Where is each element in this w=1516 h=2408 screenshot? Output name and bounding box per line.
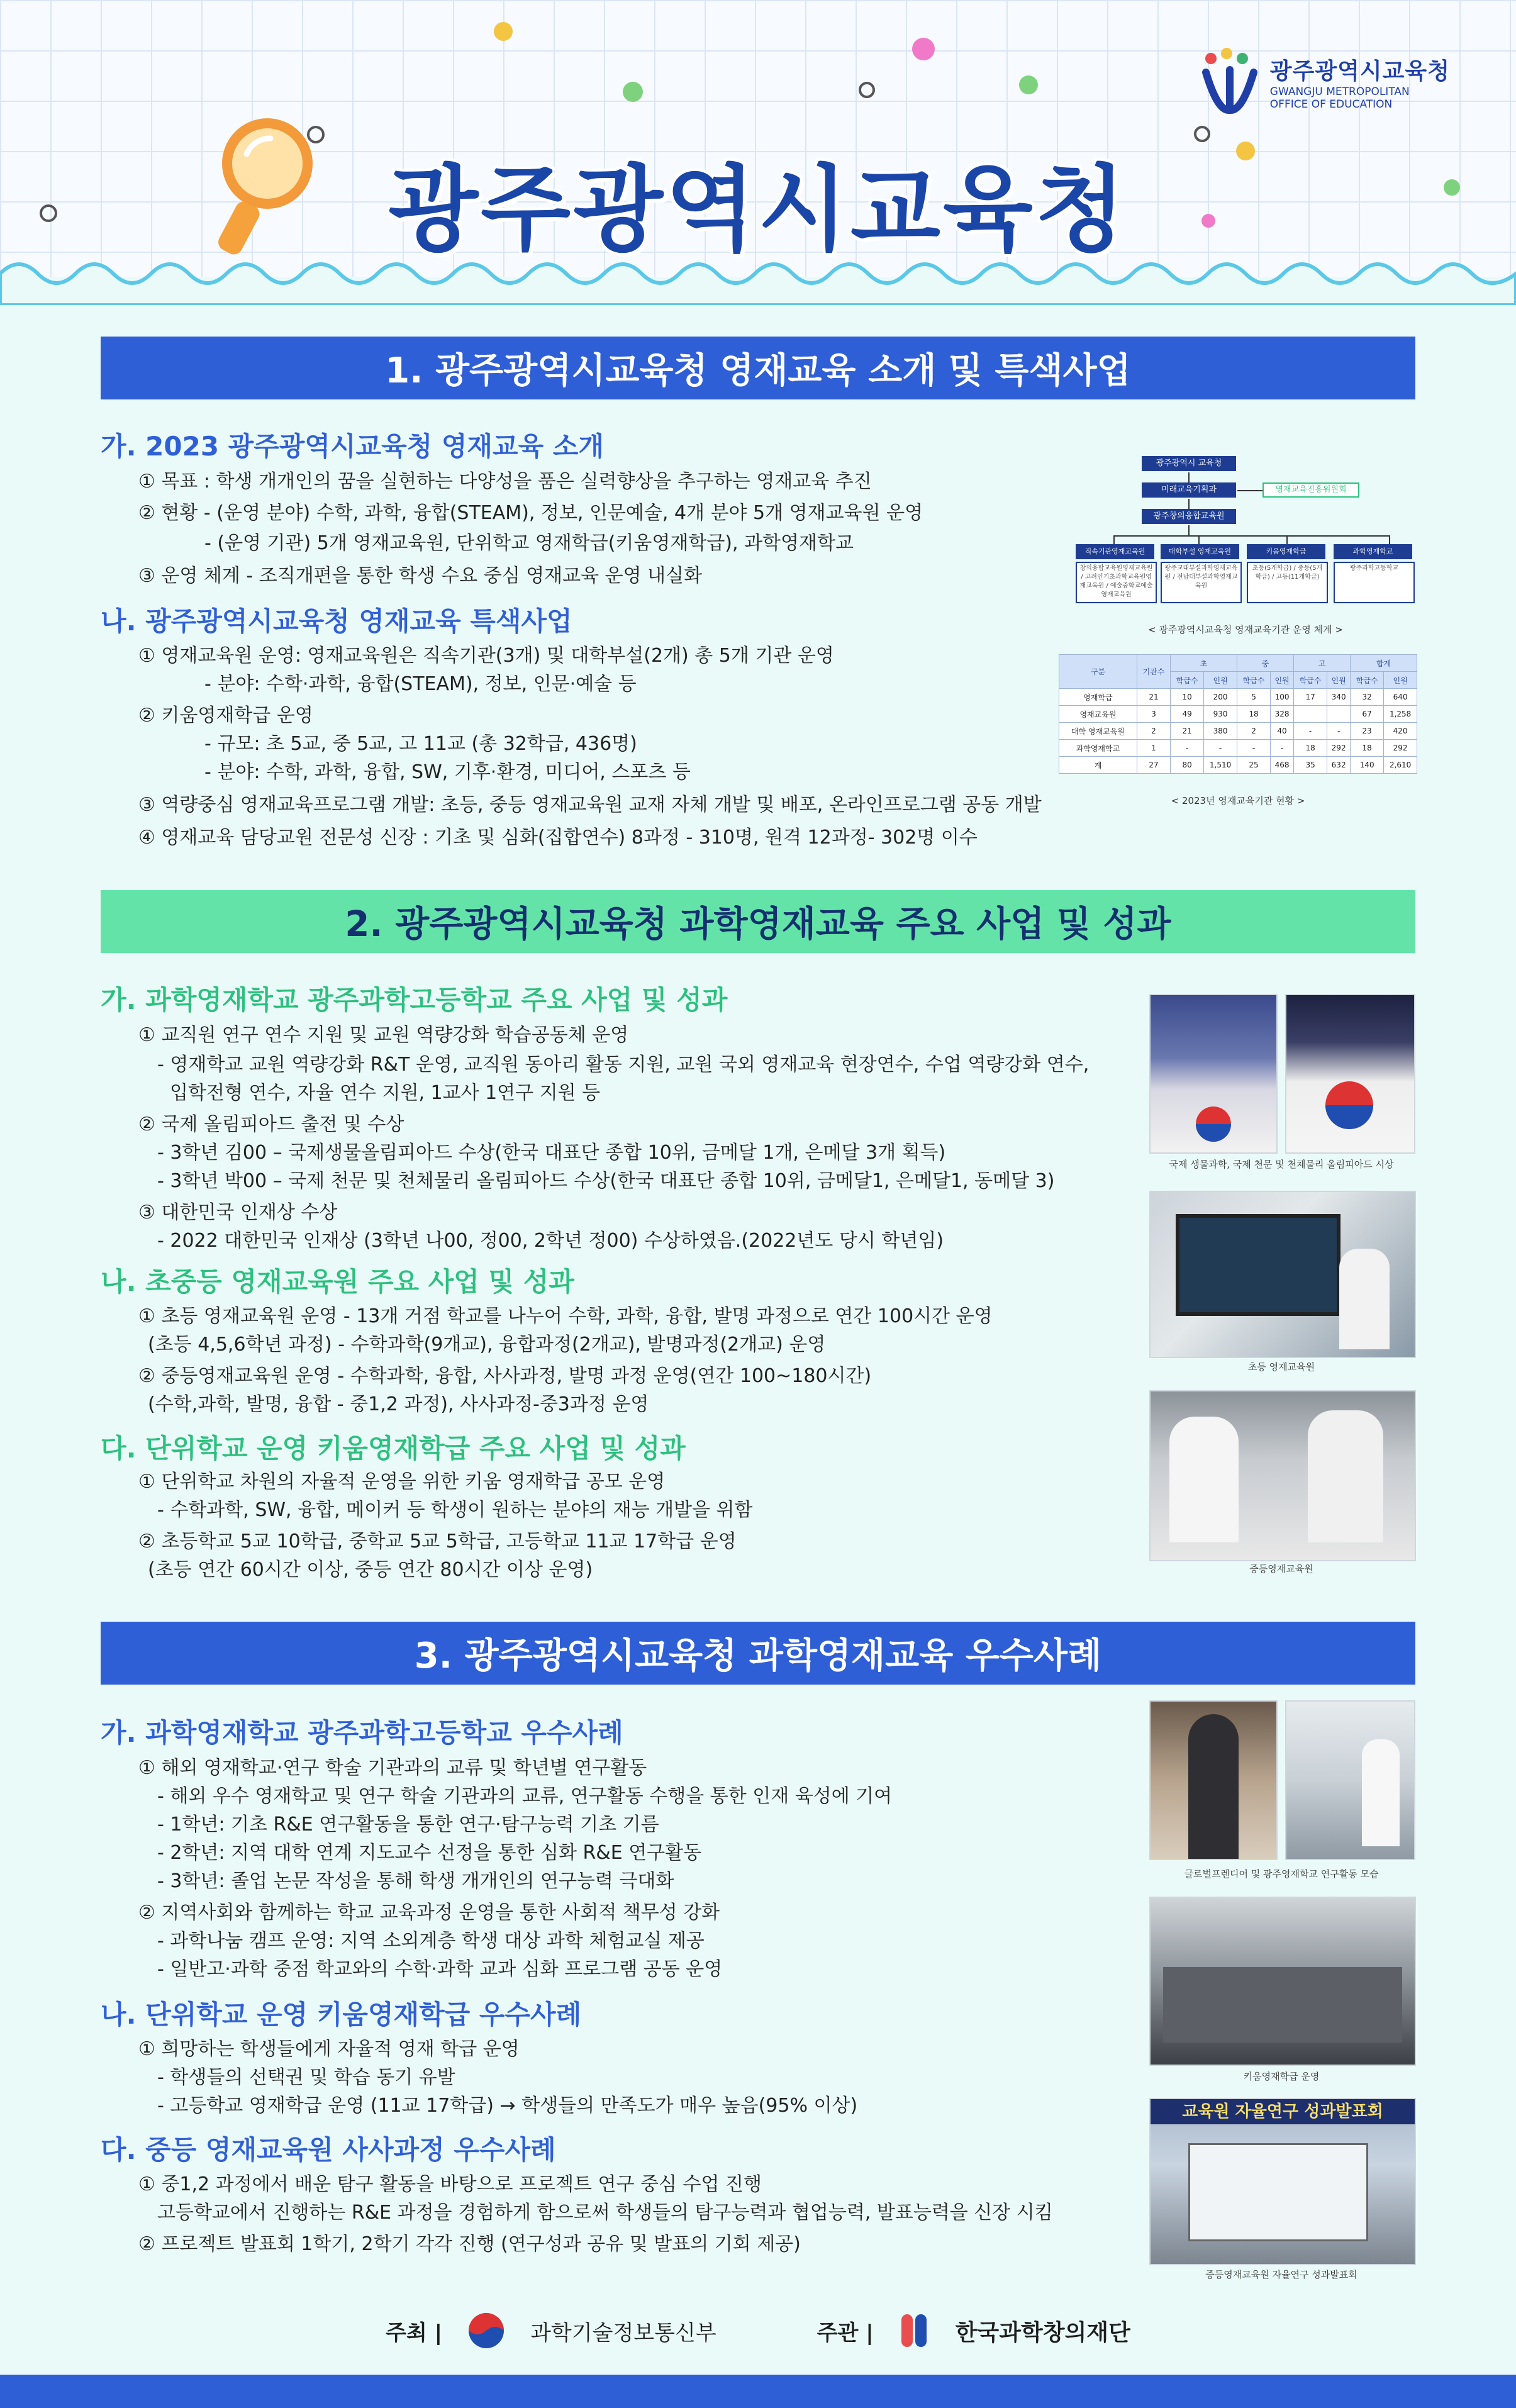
stats-table-caption: < 2023년 영재교육기관 현황 > <box>1171 795 1305 806</box>
table-cell: 200 <box>1204 689 1237 706</box>
table-cell: - <box>1327 723 1351 740</box>
table-cell: 1,258 <box>1384 706 1417 723</box>
table-cell: 17 <box>1293 689 1327 706</box>
section-2b-line: ② 중등영재교육원 운영 - 수학과학, 융합, 사사과정, 발명 과정 운영(연간 100~180시간) <box>138 1365 872 1387</box>
table-cell: 100 <box>1271 689 1294 706</box>
table-subheader: 인원 <box>1271 672 1294 689</box>
msit-logo-icon <box>467 2312 505 2349</box>
section-2a-line: ① 교직원 연구 연수 지원 및 교원 역량강화 학습공동체 운영 <box>138 1024 629 1046</box>
section-3c-title: 다. 중등 영재교육원 사사과정 우수사례 <box>101 2134 556 2165</box>
table-cell <box>1293 706 1327 723</box>
table-cell: 21 <box>1137 689 1170 706</box>
logo-korean-name: 광주광역시교육청 <box>1269 58 1450 84</box>
section-2b-line: ① 초등 영재교육원 운영 - 13개 거점 학교를 나누어 수학, 과학, 융합, 발명 과정으로 연간 100시간 운영 <box>138 1305 993 1327</box>
table-cell: 18 <box>1237 706 1270 723</box>
org-branch-box: 직속기관영재교육원 <box>1076 544 1154 559</box>
table-row <box>1059 723 1417 740</box>
table-subheader: 인원 <box>1384 672 1417 689</box>
section-2b-line: (초등 4,5,6학년 과정) - 수학과학(9개교), 융합과정(2개교), 발명과정(2개교) 운영 <box>148 1334 826 1356</box>
photo-caption: 키움영재학급 운영 <box>1243 2071 1320 2082</box>
org-branch-detail: 초등(5개학급) / 중등(5개학급) / 고등(11개학급) <box>1247 562 1328 603</box>
section-3a-line: - 과학나눔 캠프 운영: 지역 소외계층 학생 대상 과학 체험교실 제공 <box>157 1930 705 1952</box>
photo-research-presentation <box>1149 2098 1416 2265</box>
footer <box>0 2302 1516 2359</box>
section-2-title: 2. 광주광역시교육청 과학영재교육 주요 사업 및 성과 <box>101 890 1415 953</box>
table-cell: 67 <box>1351 706 1384 723</box>
section-1b-line: ② 키움영재학급 운영 <box>138 705 313 727</box>
section-2a-line: - 3학년 박00 – 국제 천문 및 천체물리 올림피아드 수상(한국 대표단 종합 10위, 금메달1, 은메달1, 동메달 3) <box>157 1170 1055 1192</box>
section-2b-title: 나. 초중등 영재교육원 주요 사업 및 성과 <box>101 1266 574 1297</box>
table-cell: 3 <box>1137 706 1170 723</box>
table-cell: 5 <box>1237 689 1270 706</box>
section-3b-line: - 고등학교 영재학급 운영 (11교 17학급) → 학생들의 만족도가 매우 높음(95% 이상) <box>157 2095 858 2117</box>
table-cell: 632 <box>1327 757 1351 774</box>
photo-caption: 초등 영재교육원 <box>1247 1361 1315 1373</box>
photo-caption: 중등영재교육원 자율연구 성과발표회 <box>1205 2269 1357 2280</box>
section-3b-line: ① 희망하는 학생들에게 자율적 영재 학급 운영 <box>138 2038 520 2060</box>
org-chart-caption: < 광주광역시교육청 영재교육기관 운영 체계 > <box>1148 624 1343 635</box>
section-1a-line: ② 현황 - (운영 분야) 수학, 과학, 융합(STEAM), 정보, 인문예술, 4개 분야 5개 영재교육원 운영 <box>138 502 923 524</box>
table-subheader: 인원 <box>1327 672 1351 689</box>
photo-caption: 글로벌프렌디어 및 광주영재학교 연구활동 모습 <box>1184 1868 1379 1880</box>
table-cell: 영재교육원 <box>1059 706 1137 723</box>
bottom-accent-bar <box>0 2375 1516 2408</box>
section-2a-line: - 3학년 김00 – 국제생물올림피아드 수상(한국 대표단 종합 10위, 금메달 1개, 은메달 3개 획득) <box>157 1142 946 1164</box>
section-1a-line: ③ 운영 체계 - 조직개편을 통한 학생 수요 중심 영재교육 운영 내실화 <box>138 565 703 587</box>
section-1b-title: 나. 광주광역시교육청 영재교육 특색사업 <box>101 606 572 637</box>
section-2c-line: ② 초등학교 5교 10학급, 중학교 5교 5학급, 고등학교 11교 17학급 운영 <box>138 1530 737 1552</box>
section-3c-line: ① 중1,2 과정에서 배운 탐구 활동을 바탕으로 프로젝트 연구 중심 수업 진행 <box>138 2173 762 2195</box>
section-3a-line: - 2학년: 지역 대학 연계 지도교수 선정을 통한 심화 R&E 연구활동 <box>157 1842 702 1864</box>
section-3a-line: - 해외 우수 영재학교 및 연구 학술 기관과의 교류, 연구활동 수행을 통한 인재 육성에 기여 <box>157 1785 893 1807</box>
table-cell: 49 <box>1171 706 1204 723</box>
table-header: 초 <box>1171 655 1237 672</box>
section-1b-line: - 규모: 초 5교, 중 5교, 고 11교 (총 32학급, 436명) <box>204 733 637 755</box>
table-cell: 292 <box>1384 740 1417 757</box>
organizer-label: 주관 | <box>817 2320 874 2346</box>
section-1b-line: ④ 영재교육 담당교원 전문성 신장 : 기초 및 심화(집합연수) 8과정 - 310명, 원격 12과정- 302명 이수 <box>138 827 978 849</box>
organizer-name: 한국과학창의재단 <box>955 2319 1130 2346</box>
decor-dot-yellow <box>494 22 513 41</box>
table-cell: 2 <box>1237 723 1270 740</box>
table-cell: 계 <box>1059 757 1137 774</box>
decor-ring <box>859 82 875 98</box>
table-cell: 18 <box>1293 740 1327 757</box>
decor-dot-green <box>623 82 643 102</box>
section-2a-line: ③ 대한민국 인재상 수상 <box>138 1201 338 1224</box>
org-branch-box: 대학부설 영재교육원 <box>1161 544 1239 559</box>
photo-kium-class <box>1149 1897 1416 2066</box>
table-cell: - <box>1293 723 1327 740</box>
flag-icon <box>1151 995 1276 1152</box>
org-committee-box: 영재교육진흥위원회 <box>1262 482 1359 498</box>
table-cell: 2,610 <box>1384 757 1417 774</box>
table-row <box>1059 689 1417 706</box>
table-subheader: 인원 <box>1204 672 1237 689</box>
table-cell: 468 <box>1271 757 1294 774</box>
org-mid-box: 미래교육기획과 <box>1142 482 1236 498</box>
table-cell: 32 <box>1351 689 1384 706</box>
section-1-title: 1. 광주광역시교육청 영재교육 소개 및 특색사업 <box>101 337 1415 399</box>
photo-olympiad-award <box>1149 994 1278 1154</box>
host-label: 주최 | <box>386 2320 443 2346</box>
table-cell: 18 <box>1351 740 1384 757</box>
table-row <box>1059 706 1417 723</box>
photo-research-lab <box>1285 1700 1415 1860</box>
table-cell: 21 <box>1171 723 1204 740</box>
table-cell: 140 <box>1351 757 1384 774</box>
table-cell: 10 <box>1171 689 1204 706</box>
section-2a-title: 가. 과학영재학교 광주과학고등학교 주요 사업 및 성과 <box>101 984 728 1015</box>
section-2b-line: (수학,과학, 발명, 융합 - 중1,2 과정), 사사과정-중3과정 운영 <box>148 1393 649 1415</box>
section-1a-title: 가. 2023 광주광역시교육청 영재교육 소개 <box>101 431 604 462</box>
photo-caption: 국제 생물과학, 국제 천문 및 천체물리 올림피아드 시상 <box>1169 1159 1394 1170</box>
office-logo <box>1198 47 1450 116</box>
decor-dot-green <box>1019 75 1038 94</box>
table-cell: 대학 영재교육원 <box>1059 723 1137 740</box>
kofac-logo-icon <box>899 2312 930 2349</box>
table-header: 합계 <box>1351 655 1417 672</box>
section-1b-line: - 분야: 수학·과학, 융합(STEAM), 정보, 인문·예술 등 <box>204 673 637 695</box>
section-3c-line: ② 프로젝트 발표회 1학기, 2학기 각각 진행 (연구성과 공유 및 발표의 기회 제공) <box>138 2233 801 2255</box>
table-cell: - <box>1171 740 1204 757</box>
table-cell: 23 <box>1351 723 1384 740</box>
table-cell: 328 <box>1271 706 1294 723</box>
org-center-box: 광주창의융합교육원 <box>1142 509 1236 524</box>
section-2c-line: ① 단위학교 차원의 자율적 운영을 위한 키움 영재학급 공모 운영 <box>138 1471 666 1493</box>
section-3a-line: - 1학년: 기초 R&E 연구활동을 통한 연구·탐구능력 기초 기름 <box>157 1814 659 1836</box>
photo-global-exchange <box>1149 1700 1278 1860</box>
table-subheader: 학급수 <box>1237 672 1270 689</box>
section-2a-line: ② 국제 올림피아드 출전 및 수상 <box>138 1113 404 1135</box>
table-cell: 27 <box>1137 757 1170 774</box>
logo-english-line1: GWANGJU METROPOLITAN <box>1269 85 1410 98</box>
table-header: 기관수 <box>1137 655 1170 689</box>
org-branch-box: 과학영재학교 <box>1334 544 1412 559</box>
table-cell: 과학영재학교 <box>1059 740 1137 757</box>
table-cell: 1,510 <box>1204 757 1237 774</box>
table-subheader: 학급수 <box>1293 672 1327 689</box>
photo-elementary-class <box>1149 1191 1416 1358</box>
section-3-title: 3. 광주광역시교육청 과학영재교육 우수사례 <box>101 1622 1415 1685</box>
section-3c-line: 고등학교에서 진행하는 R&E 과정을 경험하게 함으로써 학생들의 탐구능력과 협업능력, 발표능력을 신장 시킴 <box>157 2202 1053 2224</box>
table-cell: 292 <box>1327 740 1351 757</box>
photo-olympiad-team <box>1285 994 1415 1154</box>
section-1a-line: - (운영 기관) 5개 영재교육원, 단위학교 영재학급(키움영재학급), 과학영재학교 <box>204 532 854 554</box>
header-wave-divider <box>0 248 1516 305</box>
table-cell: 420 <box>1384 723 1417 740</box>
table-header: 구분 <box>1059 655 1137 689</box>
section-2a-line: - 2022 대한민국 인재상 (3학년 나00, 정00, 2학년 정00) 수상하였음.(2022년도 당시 학년임) <box>157 1230 944 1252</box>
table-cell: - <box>1204 740 1237 757</box>
gifted-stats-table <box>1059 654 1417 774</box>
section-1b-line: ③ 역량중심 영재교육프로그램 개발: 초등, 중등 영재교육원 교재 자체 개발 및 배포, 온라인프로그램 공동 개발 <box>138 794 1042 816</box>
section-2a-line: - 영재학교 교원 역량강화 R&T 운영, 교직원 동아리 활동 지원, 교원 국외 영재교육 현장연수, 수업 역량강화 연수, <box>157 1054 1090 1076</box>
table-cell: 25 <box>1237 757 1270 774</box>
table-subheader: 학급수 <box>1171 672 1204 689</box>
org-branch-box: 키움영재학급 <box>1247 544 1325 559</box>
table-cell <box>1327 706 1351 723</box>
table-cell: 35 <box>1293 757 1327 774</box>
table-cell: 40 <box>1271 723 1294 740</box>
office-logo-icon <box>1198 47 1261 116</box>
table-cell: 80 <box>1171 757 1204 774</box>
org-branch-detail: 창의융합교육원영재교육원 / 고려인기초과학교육원영재교육원 / 예술중학교예술영재교육원 <box>1076 562 1157 603</box>
section-3a-line: ① 해외 영재학교·연구 학술 기관과의 교류 및 학년별 연구활동 <box>138 1757 647 1779</box>
section-2c-line: - 수학과학, SW, 융합, 메이커 등 학생이 원하는 분야의 재능 개발을 위함 <box>157 1499 753 1521</box>
logo-english-line2: OFFICE OF EDUCATION <box>1269 98 1393 111</box>
table-header: 중 <box>1237 655 1293 672</box>
section-3a-line: ② 지역사회와 함께하는 학교 교육과정 운영을 통한 사회적 책무성 강화 <box>138 1902 720 1924</box>
section-2a-line: 입학전형 연수, 자율 연수 지원, 1교사 1연구 지원 등 <box>170 1082 601 1104</box>
section-1a-line: ① 목표 : 학생 개개인의 꿈을 실현하는 다양성을 품은 실력향상을 추구하는 영재교육 추진 <box>138 471 872 493</box>
table-row <box>1059 740 1417 757</box>
section-3a-line: - 3학년: 졸업 논문 작성을 통해 학생 개개인의 연구능력 극대화 <box>157 1870 674 1892</box>
section-2c-title: 다. 단위학교 운영 키움영재학급 주요 사업 및 성과 <box>101 1433 686 1464</box>
photo-caption: 중등영재교육원 <box>1249 1563 1313 1575</box>
section-3a-title: 가. 과학영재학교 광주과학고등학교 우수사례 <box>101 1717 623 1748</box>
host-name: 과학기술정보통신부 <box>530 2320 716 2346</box>
org-branch-detail: 광주과학고등학교 <box>1334 562 1415 603</box>
table-cell: 640 <box>1384 689 1417 706</box>
table-cell: 2 <box>1137 723 1170 740</box>
page-title: 광주광역시교육청 <box>388 155 1128 264</box>
table-cell: - <box>1237 740 1270 757</box>
table-cell: 영재학급 <box>1059 689 1137 706</box>
section-3a-line: - 일반고·과학 중점 학교와의 수학·과학 교과 심화 프로그램 공동 운영 <box>157 1958 723 1980</box>
table-cell: 340 <box>1327 689 1351 706</box>
table-cell: 930 <box>1204 706 1237 723</box>
presentation-banner: 교육원 자율연구 성과발표회 <box>1151 2099 1415 2124</box>
org-top-box: 광주광역시 교육청 <box>1142 456 1236 471</box>
section-1b-line: ① 영재교육원 운영: 영재교육원은 직속기관(3개) 및 대학부설(2개) 총 5개 기관 운영 <box>138 645 834 667</box>
table-cell: - <box>1271 740 1294 757</box>
section-3b-title: 나. 단위학교 운영 키움영재학급 우수사례 <box>101 1999 582 2030</box>
photo-middle-school-lab <box>1149 1390 1416 1561</box>
table-cell: 1 <box>1137 740 1170 757</box>
table-subheader: 학급수 <box>1351 672 1384 689</box>
section-2c-line: (초등 연간 60시간 이상, 중등 연간 80시간 이상 운영) <box>148 1559 593 1581</box>
table-row <box>1059 757 1417 774</box>
table-header: 고 <box>1293 655 1350 672</box>
org-branch-detail: 광주교대부설과학영재교육원 / 전남대부설과학영재교육원 <box>1161 562 1242 603</box>
flag-icon <box>1286 995 1414 1152</box>
table-cell: 380 <box>1204 723 1237 740</box>
org-chart <box>1076 456 1415 645</box>
section-3b-line: - 학생들의 선택권 및 학습 동기 유발 <box>157 2066 455 2088</box>
decor-dot-pink <box>912 38 935 60</box>
section-1b-line: - 분야: 수학, 과학, 융합, SW, 기후·환경, 미디어, 스포츠 등 <box>204 761 691 783</box>
